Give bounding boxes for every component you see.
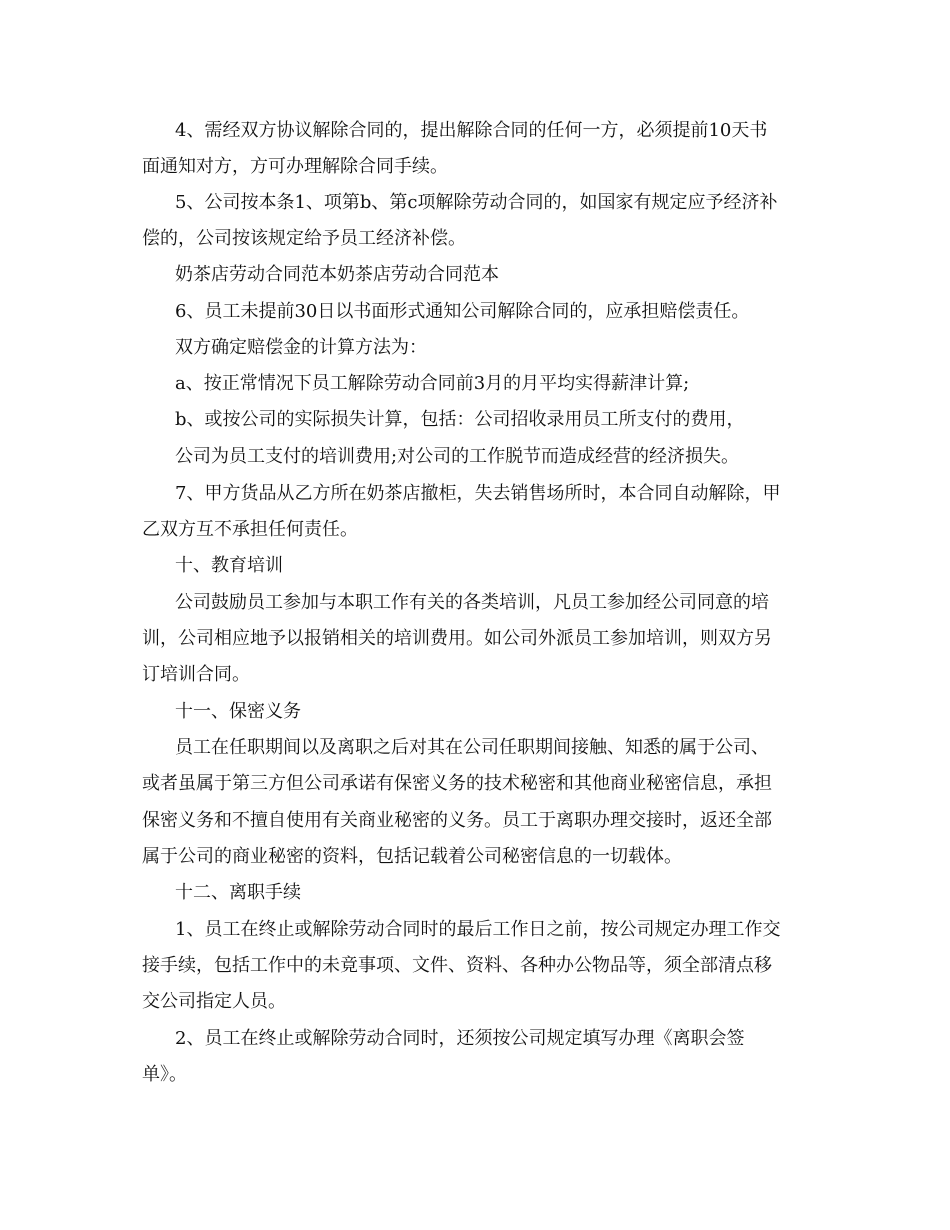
paragraph-line: 公司为员工支付的培训费用;对公司的工作脱节而造成经营的经济损失。 — [175, 446, 740, 467]
paragraph-line: 员工在任职期间以及离职之后对其在公司任职期间接触、知悉的属于公司、 — [175, 737, 769, 758]
paragraph-line: 交公司指定人员。 — [142, 991, 286, 1012]
paragraph-line: 7、甲方货品从乙方所在奶茶店撤柜，失去销售场所时，本合同自动解除，甲 — [175, 483, 781, 504]
paragraph-line: 4、需经双方协议解除合同的，提出解除合同的任何一方，必须提前10天书 — [175, 120, 768, 141]
paragraph-line: 保密义务和不擅自使用有关商业秘密的义务。员工于离职办理交接时，返还全部 — [142, 810, 772, 831]
paragraph-line: 或者虽属于第三方但公司承诺有保密义务的技术秘密和其他商业秘密信息，承担 — [142, 773, 772, 794]
paragraph-line: 订培训合同。 — [142, 664, 250, 685]
section-heading: 十一、保密义务 — [175, 701, 301, 722]
paragraph-line: a、按正常情况下员工解除劳动合同前3月的月平均实得薪津计算; — [175, 373, 690, 394]
paragraph-line: 训，公司相应地予以报销相关的培训费用。如公司外派员工参加培训，则双方另 — [142, 628, 772, 649]
paragraph-line: 单》。 — [142, 1064, 187, 1085]
paragraph-line: 双方确定赔偿金的计算方法为： — [175, 337, 427, 358]
section-heading: 十二、离职手续 — [175, 882, 301, 903]
paragraph-line: 奶茶店劳动合同范本奶茶店劳动合同范本 — [175, 264, 499, 285]
paragraph-line: 2、员工在终止或解除劳动合同时，还须按公司规定填写办理《离职会签 — [175, 1028, 745, 1049]
paragraph-line: 偿的，公司按该规定给予员工经济补偿。 — [142, 228, 466, 249]
paragraph-line: 接手续，包括工作中的未竟事项、文件、资料、各种办公物品等，须全部清点移 — [142, 955, 772, 976]
paragraph-line: 公司鼓励员工参加与本职工作有关的各类培训，凡员工参加经公司同意的培 — [175, 592, 769, 613]
paragraph-line: b、或按公司的实际损失计算，包括：公司招收录用员工所支付的费用， — [175, 409, 745, 430]
paragraph-line: 1、员工在终止或解除劳动合同时的最后工作日之前，按公司规定办理工作交 — [175, 919, 781, 940]
section-heading: 十、教育培训 — [175, 555, 283, 576]
paragraph-line: 6、员工未提前30日以书面形式通知公司解除合同的，应承担赔偿责任。 — [175, 301, 750, 322]
paragraph-line: 面通知对方，方可办理解除合同手续。 — [142, 156, 448, 177]
paragraph-line: 5、公司按本条1、项第b、第c项解除劳动合同的，如国家有规定应予经济补 — [175, 192, 778, 213]
paragraph-line: 乙双方互不承担任何责任。 — [142, 519, 358, 540]
paragraph-line: 属于公司的商业秘密的资料，包括记载着公司秘密信息的一切载体。 — [142, 846, 682, 867]
